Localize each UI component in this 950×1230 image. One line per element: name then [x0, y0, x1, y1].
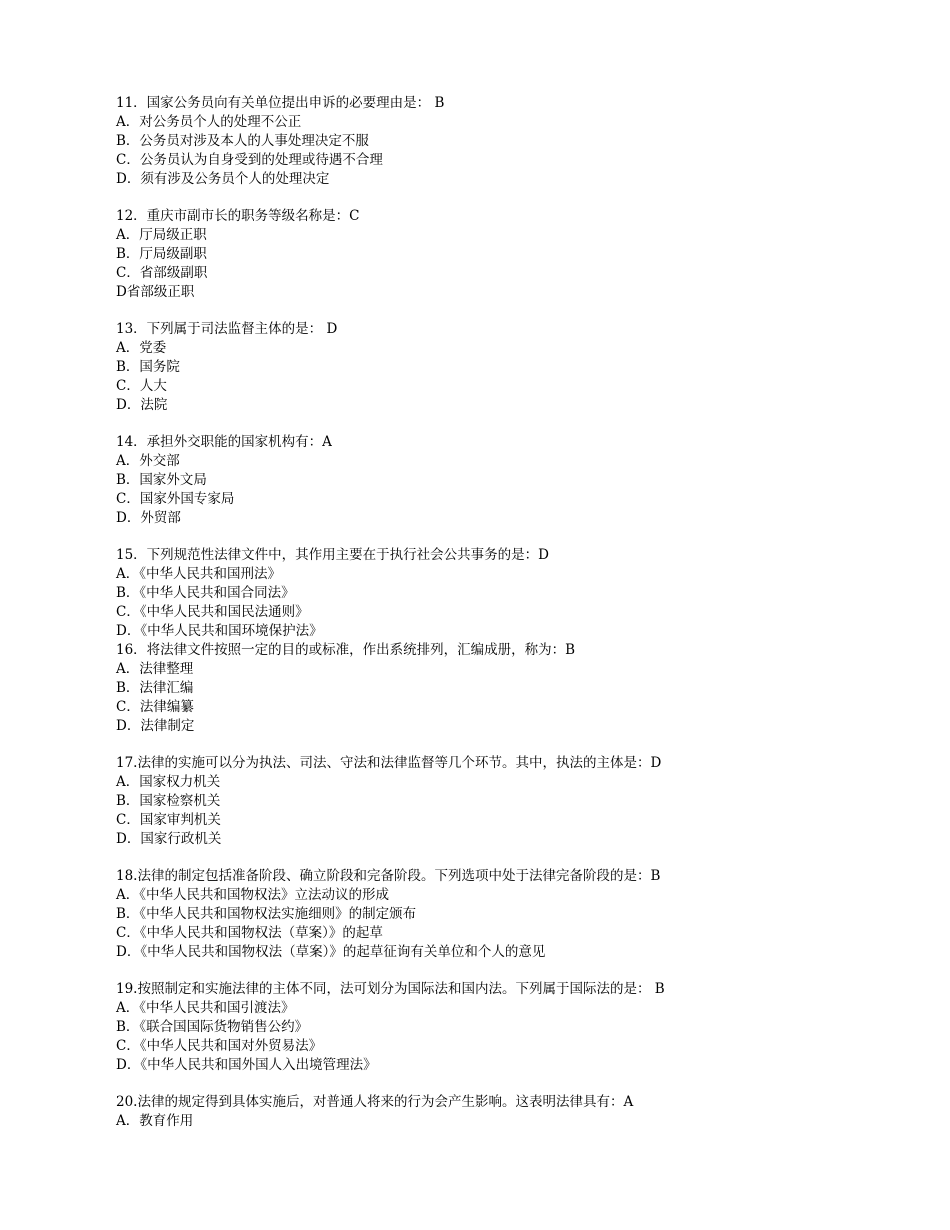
- option-d: D．《中华人民共和国环境保护法》: [116, 623, 323, 639]
- option-a: A．法律整理: [116, 661, 194, 677]
- option-b: B．《中华人民共和国物权法实施细则》的制定颁布: [116, 906, 417, 922]
- option-b: B．《联合国国际货物销售公约》: [116, 1019, 309, 1035]
- option-a: A．《中华人民共和国刑法》: [116, 566, 281, 582]
- question-19: [116, 980, 916, 1075]
- option-a: A．教育作用: [116, 1113, 194, 1129]
- option-b: B．国家检察机关: [116, 793, 221, 809]
- option-d: D．外贸部: [116, 510, 181, 526]
- option-b: B．厅局级副职: [116, 246, 207, 262]
- question-stem: 15．下列规范性法律文件中，其作用主要在于执行社会公共事务的是：D: [116, 547, 550, 563]
- option-b: B．国务院: [116, 359, 180, 375]
- option-c: C．国家外国专家局: [116, 491, 235, 507]
- option-a: A．《中华人民共和国物权法》立法动议的形成: [116, 887, 389, 903]
- option-d: D省部级正职: [116, 284, 195, 300]
- question-12: [116, 207, 916, 302]
- question-13: [116, 320, 916, 415]
- option-b: B．国家外文局: [116, 472, 207, 488]
- option-a: A．对公务员个人的处理不公正: [116, 114, 302, 130]
- option-c: C．公务员认为自身受到的处理或待遇不合理: [116, 152, 383, 168]
- question-14: [116, 433, 916, 528]
- question-stem: 20.法律的规定得到具体实施后，对普通人将来的行为会产生影响。这表明法律具有：A: [116, 1094, 634, 1110]
- question-stem: 12．重庆市副市长的职务等级名称是：C: [116, 208, 360, 224]
- question-11: [116, 94, 916, 189]
- option-a: A．外交部: [116, 453, 180, 469]
- option-d: D．《中华人民共和国物权法（草案）》的起草征询有关单位和个人的意见: [116, 944, 546, 960]
- option-d: D．法律制定: [116, 718, 195, 734]
- option-a: A．厅局级正职: [116, 227, 207, 243]
- option-a: A．党委: [116, 340, 167, 356]
- question-18: [116, 867, 916, 962]
- question-stem: 14．承担外交职能的国家机构有：A: [116, 434, 332, 450]
- question-16: [116, 641, 916, 736]
- option-c: C．《中华人民共和国物权法（草案）》的起草: [116, 925, 383, 941]
- question-stem: 11．国家公务员向有关单位提出申诉的必要理由是： B: [116, 95, 445, 111]
- option-c: C．法律编纂: [116, 699, 194, 715]
- document-page: [116, 94, 916, 1131]
- option-c: C．人大: [116, 378, 167, 394]
- option-d: D．法院: [116, 397, 168, 413]
- option-a: A．国家权力机关: [116, 774, 221, 790]
- question-stem: 19.按照制定和实施法律的主体不同，法可划分为国际法和国内法。下列属于国际法的是： B: [116, 981, 665, 997]
- question-stem: 18.法律的制定包括准备阶段、确立阶段和完备阶段。下列选项中处于法律完备阶段的是：B: [116, 868, 661, 884]
- option-c: C．《中华人民共和国民法通则》: [116, 604, 309, 620]
- option-a: A．《中华人民共和国引渡法》: [116, 1000, 295, 1016]
- option-b: B．法律汇编: [116, 680, 194, 696]
- option-c: C．国家审判机关: [116, 812, 221, 828]
- option-b: B．《中华人民共和国合同法》: [116, 585, 295, 601]
- question-15: [116, 546, 916, 641]
- option-d: D．国家行政机关: [116, 831, 222, 847]
- option-c: C．省部级副职: [116, 265, 208, 281]
- option-b: B．公务员对涉及本人的人事处理决定不服: [116, 133, 369, 149]
- option-d: D．须有涉及公务员个人的处理决定: [116, 171, 330, 187]
- option-d: D．《中华人民共和国外国人入出境管理法》: [116, 1057, 377, 1073]
- question-stem: 13．下列属于司法监督主体的是： D: [116, 321, 338, 337]
- question-17: [116, 754, 916, 849]
- question-20: [116, 1093, 916, 1131]
- question-stem: 17.法律的实施可以分为执法、司法、守法和法律监督等几个环节。其中，执法的主体是：D: [116, 755, 662, 771]
- question-stem: 16．将法律文件按照一定的目的或标准，作出系统排列，汇编成册，称为：B: [116, 642, 576, 658]
- option-c: C．《中华人民共和国对外贸易法》: [116, 1038, 323, 1054]
